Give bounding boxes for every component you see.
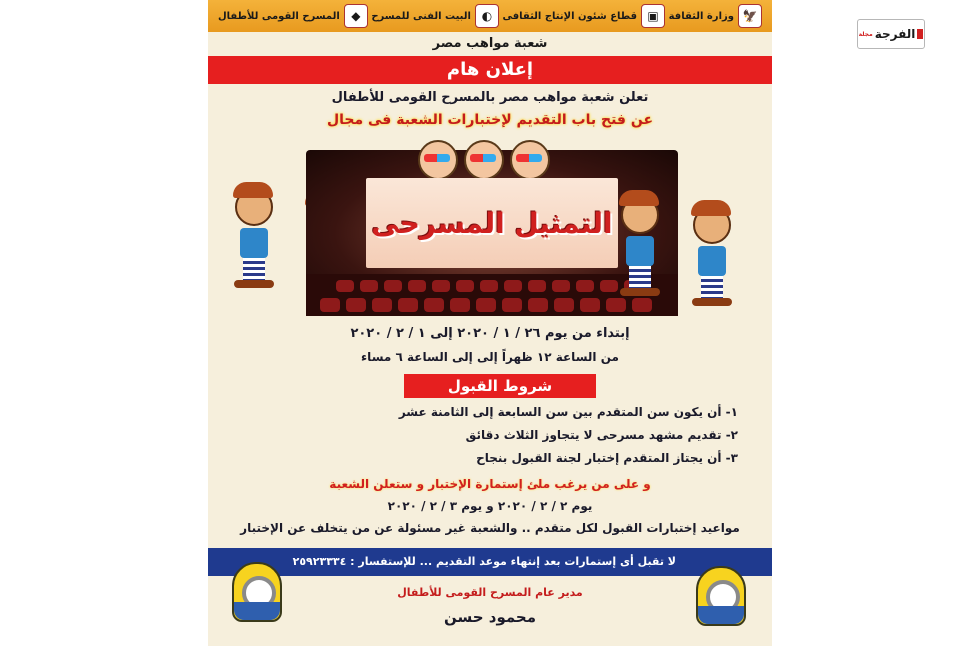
logo-mark-icon — [917, 29, 923, 39]
condition-item: ١- أن يكون سن المتقدم بين سن السابعة إلى الثامنة عشر — [398, 405, 738, 419]
intro-line-2: عن فتح باب التقديم لإختبارات الشعبة فى مجال — [326, 112, 654, 128]
schedule-note: مواعيد إختبارات القبول لكل متقدم .. والشعبة غير مسئولة عن من يتخلف عن الإختبار — [240, 521, 740, 535]
ministry-logo-icon: ▣ — [641, 4, 665, 28]
branch-name: شعبة مواهب مصر — [432, 36, 548, 51]
screen-title: التمثيل المسرحى — [371, 206, 613, 240]
test-dates: يوم ٢ / ٢ / ٢٠٢٠ و يوم ٣ / ٢ / ٢٠٢٠ — [387, 499, 593, 513]
kid-face-icon — [464, 140, 504, 180]
announcement-poster — [208, 0, 772, 646]
theatre-house-logo-icon: ◐ — [475, 4, 499, 28]
cartoon-boy-figure — [234, 188, 274, 288]
org-label: قطاع شئون الإنتاج الثقافى — [502, 10, 638, 22]
org-children-theatre — [218, 4, 368, 28]
org-label: المسرح القومى للأطفال — [218, 10, 340, 22]
director-name: محمود حسن — [443, 608, 537, 626]
cartoon-boy-figure — [620, 196, 660, 296]
registration-dates: إبتداء من يوم ٢٦ / ١ / ٢٠٢٠ إلى ١ / ٢ / ٢٠٢٠ — [350, 326, 630, 341]
conditions-title: شروط القبول — [404, 374, 596, 398]
condition-item: ٢- تقديم مشهد مسرحى لا يتجاوز الثلاث دقائق — [465, 428, 738, 442]
site-logo-brand: الفرجة — [874, 27, 916, 41]
screen-panel — [366, 178, 618, 268]
cartoon-boy-figure — [692, 206, 732, 306]
org-label: البيت الفنى للمسرح — [371, 10, 471, 22]
header-bar — [208, 0, 772, 32]
kids-with-3d-glasses — [418, 140, 550, 180]
footer-info-bar: لا تقبل أى إستمارات بعد إنتهاء موعد التقديم ... للإستفسار : ٢٥٩٢٣٣٣٤ — [208, 548, 772, 576]
children-theatre-logo-icon: ◆ — [344, 4, 368, 28]
important-banner: إعلان هام — [208, 56, 772, 84]
site-logo[interactable] — [857, 19, 925, 49]
intro-line-1: تعلن شعبة مواهب مصر بالمسرح القومى للأطفال — [331, 90, 649, 105]
org-ministry — [669, 4, 762, 28]
kid-face-icon — [418, 140, 458, 180]
org-label: وزارة الثقافة — [668, 10, 734, 22]
form-note: و على من يرغب ملئ إستمارة الإختبار و ستعلن الشعبة — [329, 477, 651, 491]
condition-item: ٣- أن يجتاز المتقدم إختبار لجنة القبول بنجاح — [476, 451, 738, 465]
site-logo-tag: مجلة — [858, 30, 873, 38]
kid-face-icon — [510, 140, 550, 180]
org-theatre-house — [371, 4, 499, 28]
eagle-emblem-icon: 🦅 — [738, 4, 762, 28]
director-title: مدير عام المسرح القومى للأطفال — [397, 586, 583, 599]
registration-hours: من الساعة ١٢ ظهراً إلى إلى الساعة ٦ مساء — [361, 350, 619, 364]
org-production-sector — [502, 4, 665, 28]
